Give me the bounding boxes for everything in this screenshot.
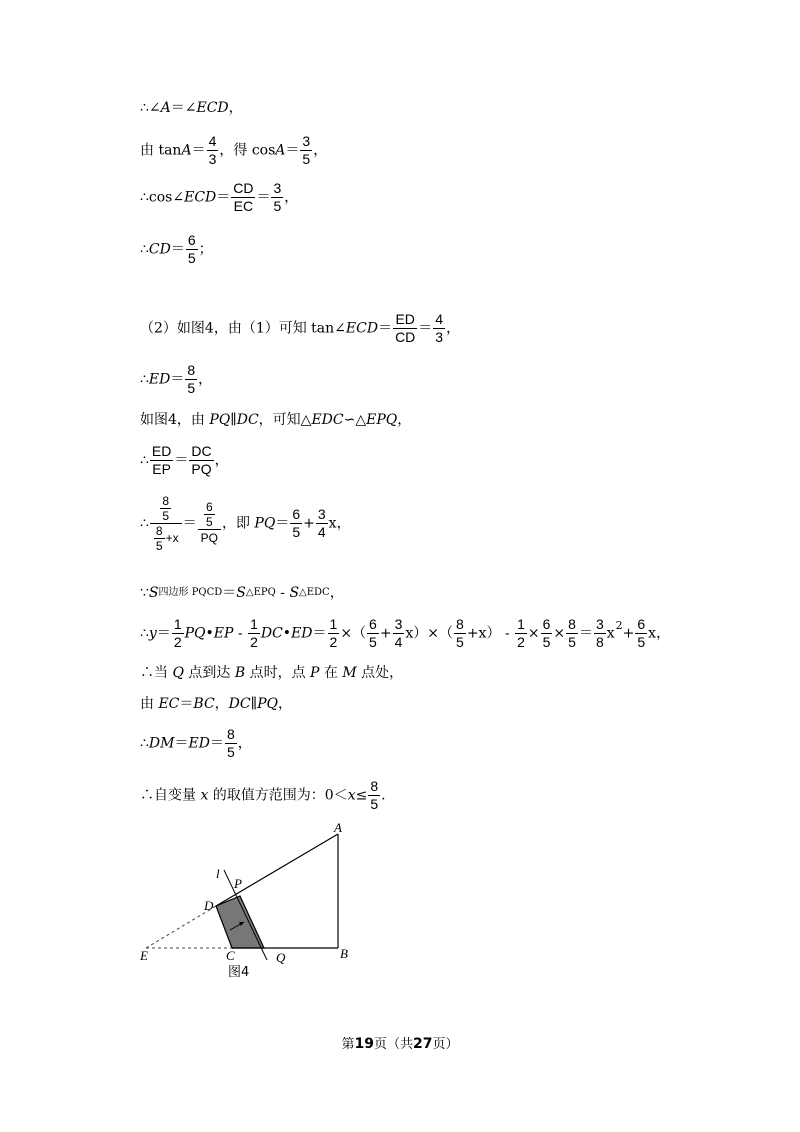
segment-pa	[216, 834, 338, 906]
numerator: 8	[568, 616, 576, 632]
var-EDC: EDC	[311, 412, 344, 428]
text: 在	[319, 665, 343, 681]
numerator: 6	[205, 500, 213, 514]
text: ，	[237, 735, 252, 752]
fraction	[186, 232, 198, 267]
fraction	[271, 180, 283, 215]
numerator: 8	[226, 726, 235, 742]
text: 点到达	[183, 665, 235, 681]
compound-denominator	[150, 524, 182, 553]
var-PQ: PQ	[209, 412, 231, 428]
fraction	[154, 524, 165, 553]
text: ＝	[378, 320, 393, 337]
text: ×（	[340, 625, 367, 642]
denominator: 4	[394, 634, 403, 650]
fraction	[393, 311, 417, 346]
var-P: P	[310, 665, 320, 681]
numerator: 8	[456, 616, 464, 632]
text: x，	[648, 625, 671, 642]
text: +	[622, 625, 635, 642]
var-EC: EC	[158, 696, 180, 712]
numerator: 6	[369, 616, 377, 632]
fraction	[207, 133, 219, 168]
denominator: 5	[370, 796, 379, 812]
denominator: 3	[435, 329, 444, 345]
var-BC: BC	[193, 696, 215, 712]
text: ≤	[355, 787, 368, 804]
var-y: y	[148, 625, 157, 642]
numerator: ED	[151, 443, 172, 459]
var-ECD: ECD	[196, 100, 229, 116]
denominator: PQ	[200, 531, 218, 545]
numerator: 1	[173, 616, 182, 632]
text: -	[233, 625, 248, 642]
numerator: 8	[162, 494, 170, 508]
fraction	[204, 500, 215, 529]
denominator: 5	[637, 634, 646, 650]
numerator: 1	[517, 616, 525, 632]
text: ＝	[578, 625, 593, 642]
denominator: 3	[208, 151, 217, 167]
fraction	[300, 133, 312, 168]
var-B: B	[234, 665, 246, 681]
text: +x） -	[466, 625, 515, 642]
line-14	[140, 726, 252, 761]
numerator: 6	[187, 232, 196, 248]
exponent: 2	[615, 618, 623, 632]
text: ∴当	[140, 665, 173, 681]
denominator: 2	[250, 634, 258, 650]
subscript: △EPQ	[245, 587, 276, 598]
var-A: A	[181, 142, 192, 159]
text: ，	[277, 696, 292, 712]
text: ，	[313, 142, 328, 159]
label-B: B	[340, 946, 348, 961]
fraction	[454, 616, 466, 651]
text: 页（共	[373, 1037, 413, 1052]
denominator: 5	[542, 634, 551, 650]
line-1	[140, 101, 243, 115]
text: ∴自变量	[140, 787, 201, 804]
text: ∵	[140, 585, 149, 601]
numerator: 3	[595, 616, 604, 632]
text: ＝	[256, 189, 271, 206]
compound-numerator	[150, 494, 182, 524]
line-9	[140, 494, 351, 553]
text: 由	[140, 696, 159, 712]
text: 如图4，由	[140, 412, 210, 428]
text: ，	[329, 585, 344, 601]
text: +x	[165, 531, 179, 546]
denominator: 2	[173, 634, 182, 650]
text: .	[381, 787, 386, 804]
figure-caption: 图4	[228, 965, 250, 980]
denominator: 5	[292, 524, 301, 540]
compound-numerator	[198, 500, 221, 530]
text: ×	[527, 625, 540, 642]
text: ＝	[222, 585, 237, 601]
text: +	[379, 625, 392, 642]
fraction	[248, 616, 260, 651]
denominator: 5	[369, 634, 377, 650]
text: 第	[341, 1037, 355, 1052]
text: ，	[214, 452, 229, 469]
numerator: 1	[329, 616, 338, 632]
text: ，	[214, 696, 229, 712]
fraction	[172, 616, 184, 651]
text: 点时，点	[245, 665, 311, 681]
denominator: 5	[568, 634, 576, 650]
var-PQ: PQ	[257, 696, 278, 712]
label-D: D	[204, 898, 214, 913]
denominator: 8	[595, 634, 604, 650]
fraction	[231, 180, 255, 215]
fraction	[367, 616, 379, 651]
var-ED: ED	[148, 371, 171, 388]
denominator: 2	[517, 634, 525, 650]
var-DM: DM	[148, 735, 175, 752]
text: ，	[397, 412, 412, 428]
text: ∴	[140, 735, 149, 752]
text: ＝	[182, 515, 197, 532]
var-PQ: PQ	[254, 515, 276, 532]
numerator: 4	[208, 133, 217, 149]
text: 页）	[432, 1037, 459, 1052]
numerator: 3	[302, 133, 311, 149]
line-15	[140, 778, 386, 813]
numerator: 6	[637, 616, 646, 632]
numerator: 8	[370, 778, 379, 794]
label-P: P	[234, 876, 242, 891]
text: ∴	[140, 515, 149, 532]
text: ＝	[285, 142, 300, 159]
line-2	[140, 133, 327, 168]
text: ，	[446, 320, 461, 337]
text: （2）如图4，由（1）可知 tan∠	[140, 320, 346, 337]
subscript: 四边形 PQCD	[158, 587, 223, 598]
text: ×	[553, 625, 566, 642]
fraction	[433, 311, 445, 346]
page-total: 27	[413, 1036, 433, 1052]
fraction	[594, 616, 606, 651]
var-Q: Q	[172, 665, 184, 681]
line-8	[140, 443, 229, 478]
denominator: 5	[155, 539, 163, 553]
text: ＝∠	[170, 100, 197, 116]
text: ∴	[140, 371, 149, 388]
denominator: 5	[187, 380, 196, 396]
text: ，可知△	[258, 412, 312, 428]
numerator: 3	[273, 180, 282, 196]
fraction	[316, 506, 328, 541]
text: ＝	[209, 735, 224, 752]
numerator: 3	[394, 616, 403, 632]
var-EPQ: EPQ	[366, 412, 398, 428]
term: PQ•EP	[184, 625, 234, 642]
text: ＝	[156, 625, 171, 642]
denominator: 5	[205, 515, 213, 529]
text: ＝	[275, 515, 290, 532]
label-Q: Q	[276, 950, 286, 965]
line-6	[140, 362, 212, 397]
fraction	[515, 616, 527, 651]
numerator: DC	[191, 443, 212, 459]
denominator: EP	[152, 461, 171, 477]
denominator: 5	[162, 509, 170, 523]
numerator: 8	[155, 524, 163, 538]
var-M: M	[342, 665, 357, 681]
denominator: 4	[317, 524, 326, 540]
text: x	[606, 625, 615, 642]
text: ＝	[174, 452, 189, 469]
text: ∴	[140, 241, 149, 258]
fraction	[566, 616, 578, 651]
numerator: ED	[393, 311, 417, 329]
compound-fraction	[198, 500, 221, 547]
numerator: 1	[250, 616, 258, 632]
fraction	[225, 726, 237, 761]
text: ＝	[179, 696, 194, 712]
line-7	[140, 413, 411, 427]
var-x: x	[200, 787, 209, 804]
label-A: A	[334, 820, 342, 835]
page-number: 19	[354, 1036, 374, 1052]
subscript: △EDC	[299, 587, 330, 598]
text: ∥	[250, 696, 258, 712]
text: ，	[228, 100, 243, 116]
text: ，得 cos	[219, 142, 276, 159]
text: 的取值方范围为：0＜	[208, 787, 348, 804]
denominator: 2	[329, 634, 338, 650]
label-E: E	[140, 948, 148, 963]
text: ＝	[191, 142, 206, 159]
line-11	[140, 616, 670, 651]
var-A: A	[160, 100, 171, 116]
denominator: CD	[395, 329, 416, 345]
var-ECD: ECD	[345, 320, 379, 337]
line-10	[140, 586, 344, 600]
text: ，	[198, 371, 213, 388]
text: 由 tan	[140, 142, 182, 159]
text: ，即	[221, 515, 255, 532]
var-DC: DC	[236, 412, 259, 428]
fraction	[189, 443, 213, 478]
text: ；	[198, 241, 213, 258]
fraction	[328, 616, 340, 651]
var-ECD: ECD	[184, 189, 217, 206]
denominator: 5	[226, 744, 235, 760]
text: ，	[336, 515, 351, 532]
fraction	[541, 616, 553, 651]
var-S: S	[236, 585, 246, 601]
var-S: S	[148, 585, 159, 601]
numerator: 3	[317, 506, 326, 522]
label-C: C	[226, 948, 235, 963]
text: ＝	[170, 241, 185, 258]
page-footer	[0, 1033, 800, 1052]
text: ＝	[418, 320, 433, 337]
text: +	[303, 515, 315, 532]
line-5	[140, 311, 460, 346]
line-3	[140, 180, 298, 215]
text: 点处，	[356, 665, 404, 681]
text: ∽△	[343, 412, 367, 428]
numerator: CD	[233, 180, 254, 196]
denominator: PQ	[191, 461, 212, 477]
text: ＝	[174, 735, 189, 752]
var-A: A	[275, 142, 286, 159]
denominator: 5	[302, 151, 311, 167]
line-13	[140, 697, 292, 711]
numerator: 6	[542, 616, 551, 632]
term: DC•ED	[260, 625, 313, 642]
numerator: 6	[292, 506, 301, 522]
fraction	[290, 506, 302, 541]
text: ＝	[170, 371, 185, 388]
compound-fraction	[150, 494, 182, 553]
line-4	[140, 232, 213, 267]
var-DC: DC	[228, 696, 251, 712]
text: ∴∠	[140, 100, 161, 116]
fraction	[150, 443, 173, 478]
numerator: 4	[435, 311, 444, 327]
fraction	[368, 778, 380, 813]
figure-4-diagram	[134, 820, 364, 980]
var-CD: CD	[148, 241, 171, 258]
fraction	[635, 616, 647, 651]
text: ，	[284, 189, 299, 206]
text: ∴cos∠	[140, 189, 185, 206]
text: ∴	[140, 625, 149, 642]
denominator: 5	[456, 634, 464, 650]
text: x	[328, 515, 337, 532]
text: ＝	[312, 625, 327, 642]
text: ∥	[230, 412, 237, 428]
line-12	[140, 666, 403, 680]
var-ED: ED	[188, 735, 210, 752]
fraction	[393, 616, 405, 651]
denominator: 5	[273, 198, 282, 214]
label-l: l	[216, 866, 220, 881]
var-x: x	[347, 787, 356, 804]
text: ∴	[140, 452, 149, 469]
numerator: 8	[187, 362, 196, 378]
denominator: EC	[233, 198, 254, 214]
fraction	[160, 494, 171, 523]
text: -	[275, 585, 290, 601]
text: ＝	[216, 189, 231, 206]
text: x）×（	[405, 625, 454, 642]
var-S: S	[289, 585, 300, 601]
denominator: 5	[187, 250, 196, 266]
fraction	[185, 362, 197, 397]
